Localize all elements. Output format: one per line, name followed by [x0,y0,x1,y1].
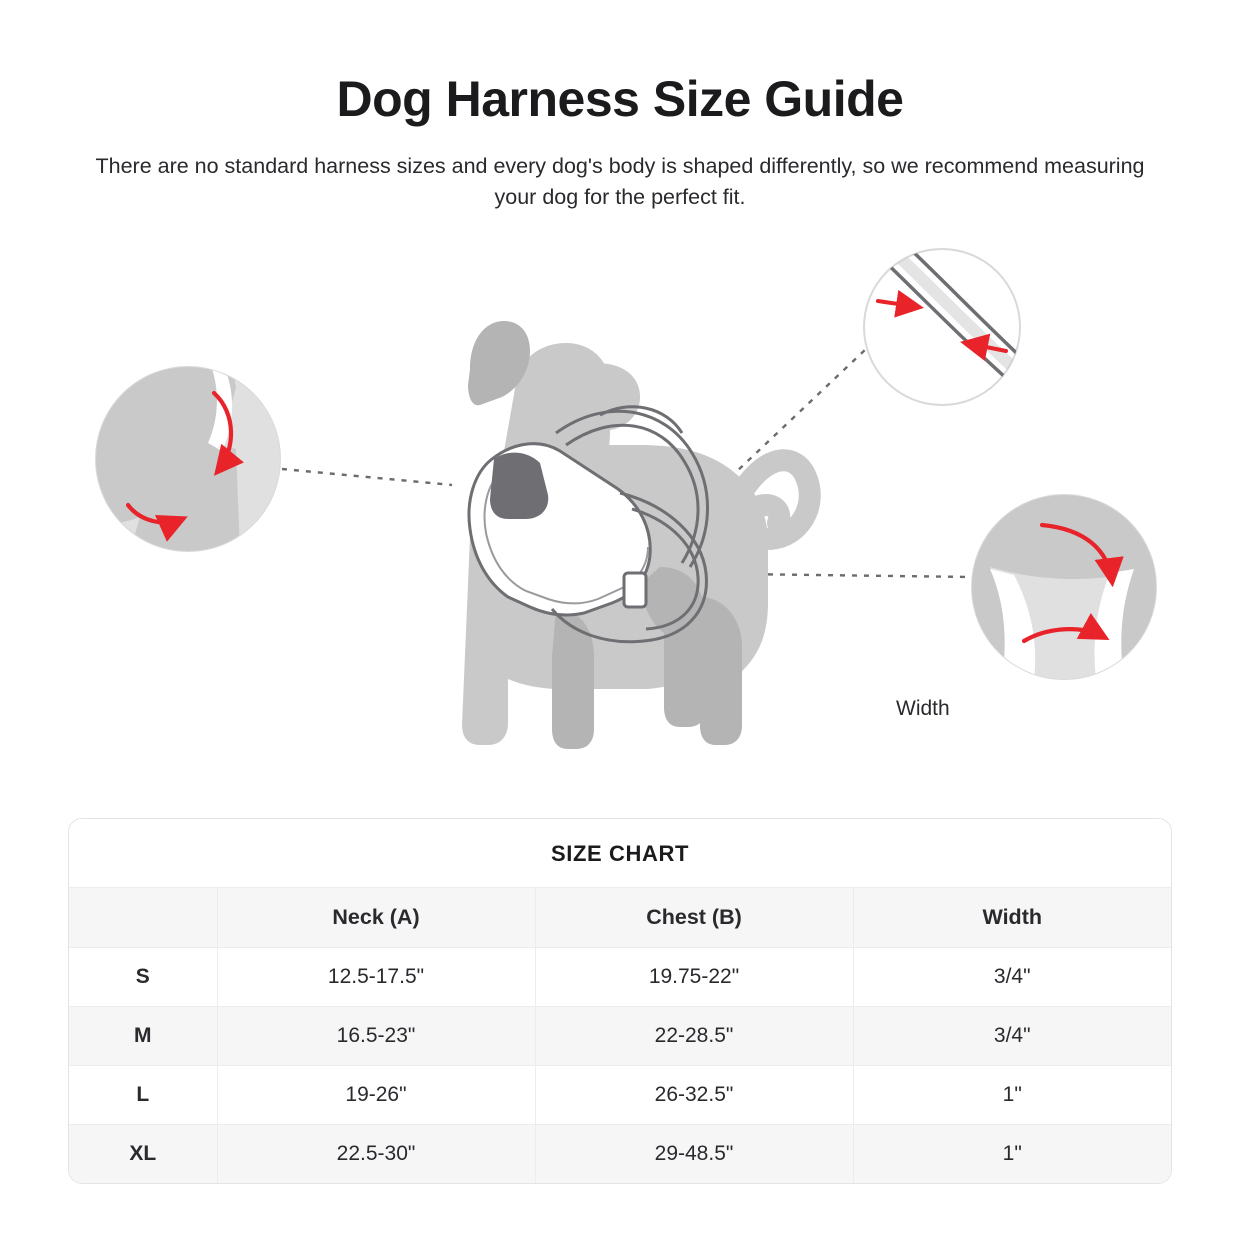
cell-width: 3/4" [853,948,1171,1007]
callout-chest-circle [972,495,1156,679]
size-chart-caption: SIZE CHART [69,819,1171,887]
size-chart-table [69,819,1171,1183]
cell-width: 1" [853,1125,1171,1184]
table-row [69,948,1171,1007]
cell-chest: 29-48.5" [535,1125,853,1184]
page-title: Dog Harness Size Guide [336,71,904,127]
cell-width: 1" [853,1066,1171,1125]
page-header [0,0,1240,213]
column-header-neck: Neck (A) [217,888,535,948]
cell-neck: 16.5-23" [217,1007,535,1066]
table-row [69,1125,1171,1184]
column-header-size [69,888,217,948]
size-chart-card [68,818,1172,1184]
cell-size: S [69,948,217,1007]
cell-neck: 12.5-17.5" [217,948,535,1007]
cell-width: 3/4" [853,1007,1171,1066]
cell-size: XL [69,1125,217,1184]
cell-chest: 19.75-22" [535,948,853,1007]
harness-illustration [0,237,1240,777]
cell-size: M [69,1007,217,1066]
cell-neck: 19-26" [217,1066,535,1125]
cell-neck: 22.5-30" [217,1125,535,1184]
callout-neck-circle [96,367,280,551]
callout-label-width: Width [896,697,950,721]
table-row [69,1066,1171,1125]
cell-chest: 26-32.5" [535,1066,853,1125]
dog-harness-diagram [0,237,1240,797]
column-header-chest: Chest (B) [535,888,853,948]
column-header-width: Width [853,888,1171,948]
size-chart-body [69,948,1171,1184]
callout-width-circle [864,245,1044,405]
table-header-row [69,888,1171,948]
page-subtitle: There are no standard harness sizes and every dog's body is shaped differently, so we recommend measuring your dog for the perfect fit. [95,154,1145,210]
size-chart-head [69,888,1171,948]
table-row [69,1007,1171,1066]
cell-size: L [69,1066,217,1125]
cell-chest: 22-28.5" [535,1007,853,1066]
